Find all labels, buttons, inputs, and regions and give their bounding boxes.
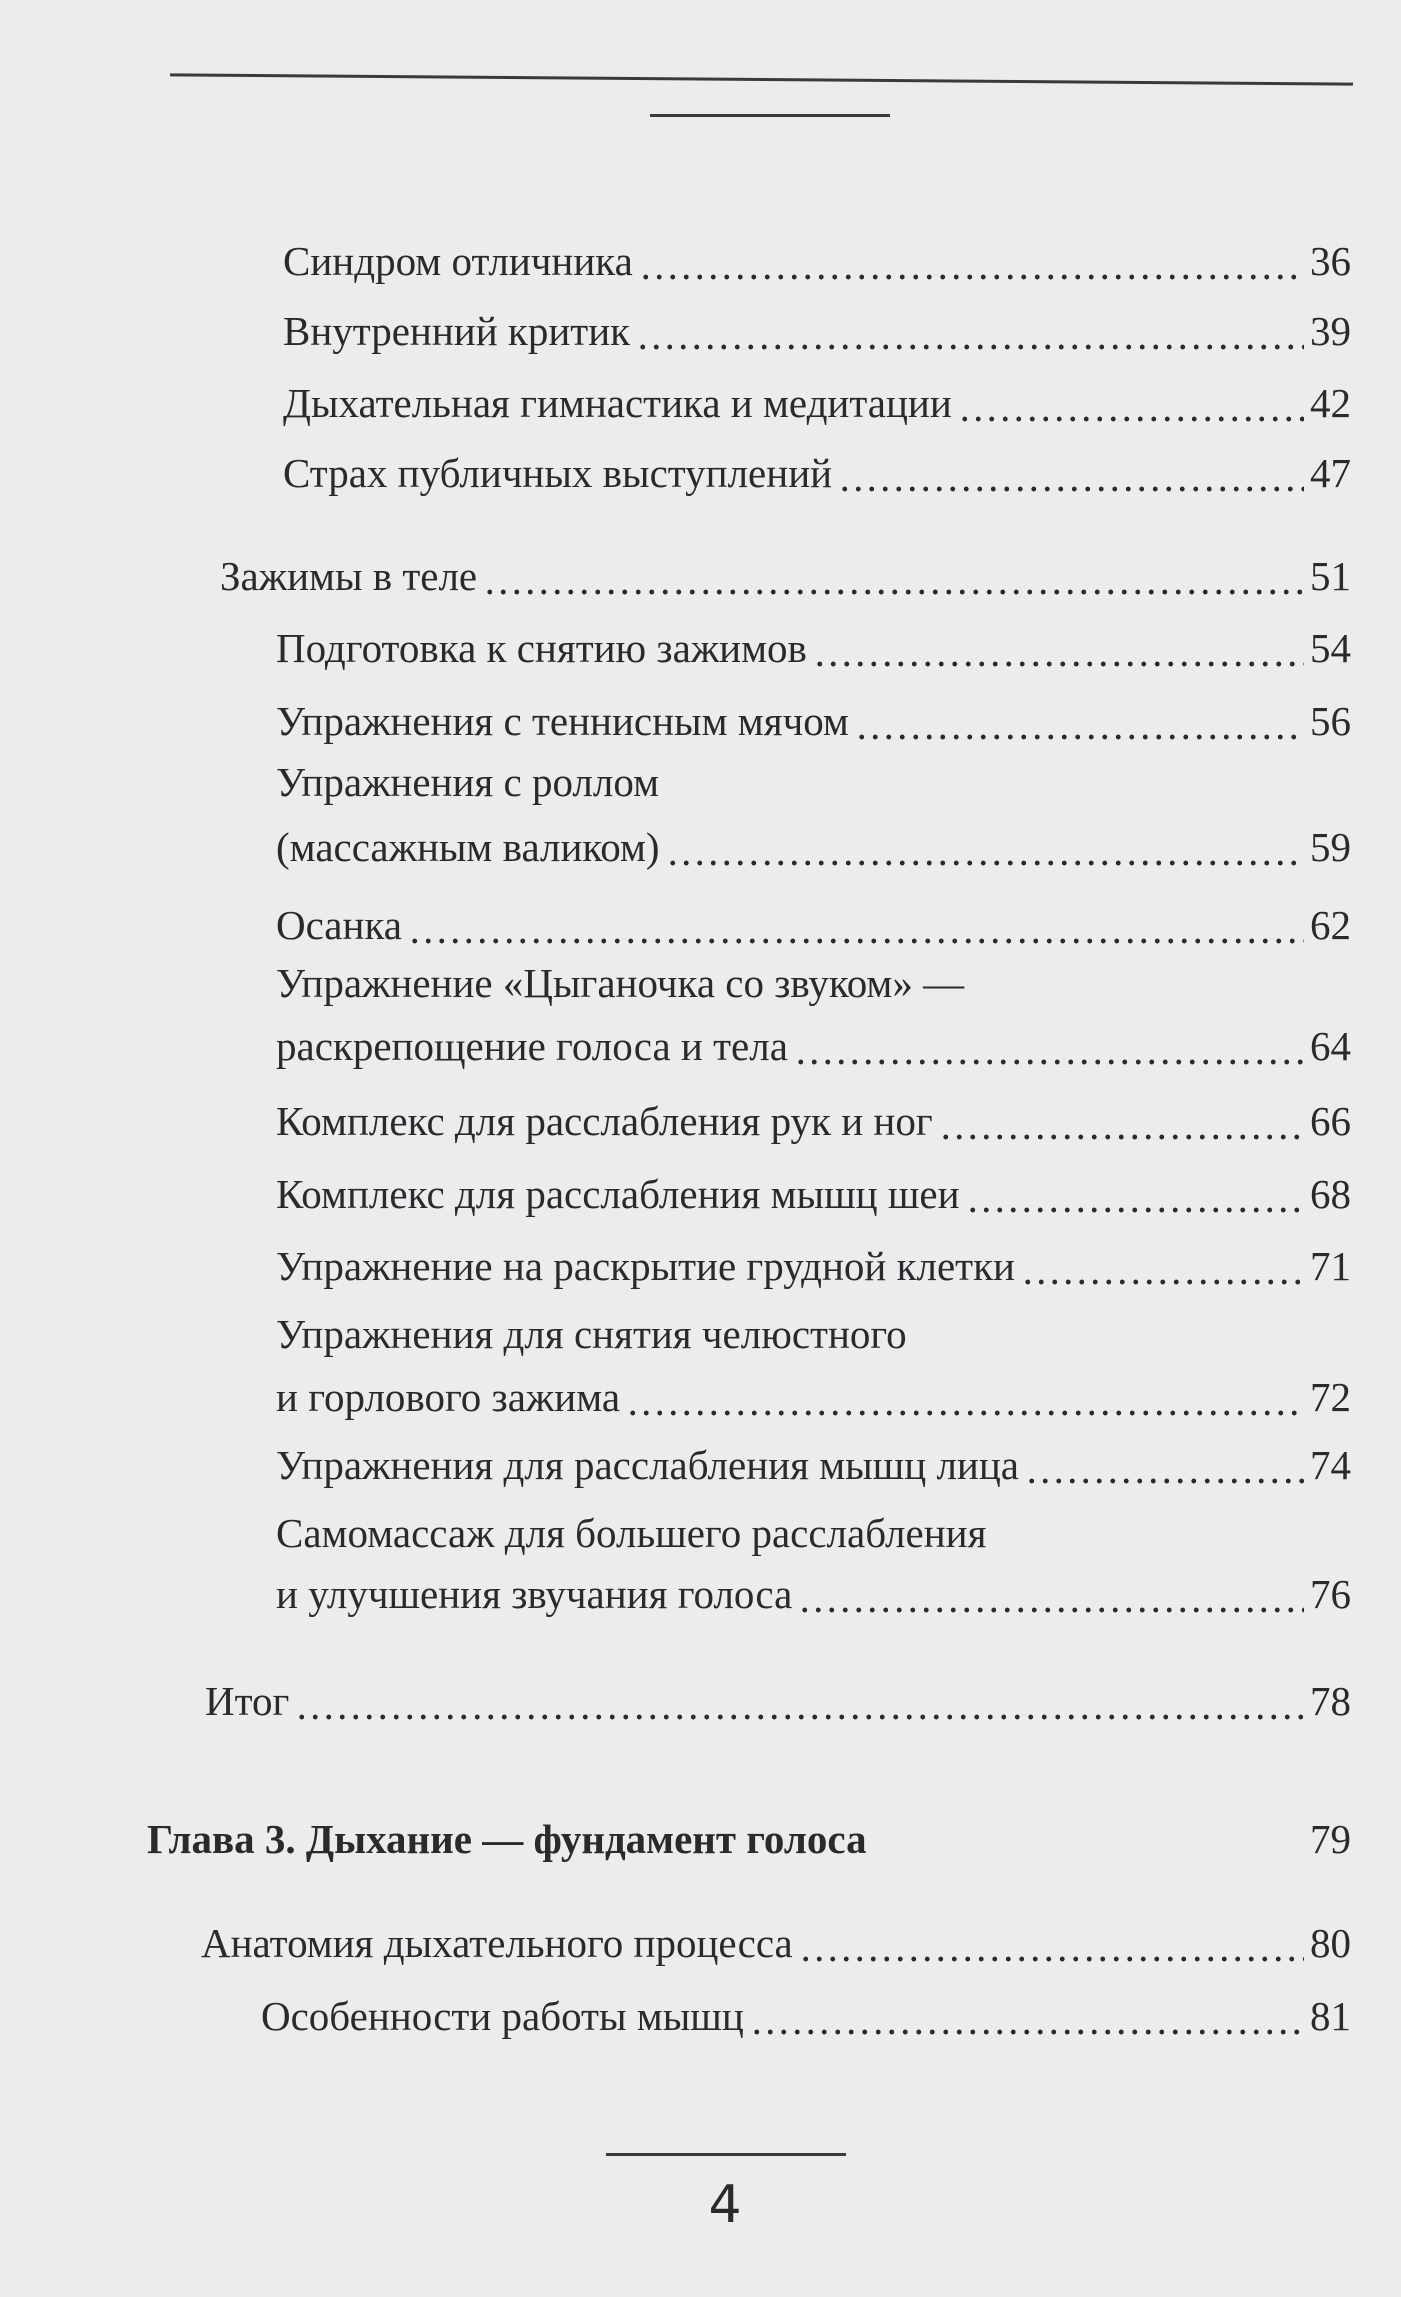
dot-leader — [838, 448, 1304, 498]
toc-page: 66 — [1310, 1098, 1351, 1144]
toc-page: 64 — [1310, 1023, 1351, 1069]
toc-title-line: Самомассаж для большего расслабления — [276, 1510, 987, 1556]
toc-title: (массажным валиком) — [276, 824, 660, 870]
toc-entry[interactable] — [276, 623, 1351, 673]
toc-title: Зажимы в теле — [220, 553, 478, 599]
toc-entry[interactable] — [276, 1096, 1351, 1146]
toc-page: 42 — [1310, 380, 1351, 426]
toc-title: Подготовка к снятию зажимов — [276, 625, 807, 671]
toc-title: Дыхательная гимнастика и медитации — [283, 380, 952, 426]
toc-entry[interactable] — [276, 1169, 1351, 1219]
toc-entry[interactable] — [283, 448, 1351, 498]
toc-entry[interactable] — [276, 1021, 1351, 1071]
toc-title: Анатомия дыхательного процесса — [201, 1920, 793, 1966]
toc-chapter-title: Глава 3. Дыхание — фундамент голоса — [147, 1816, 867, 1862]
toc-entry[interactable] — [201, 1918, 1351, 1968]
toc-entry[interactable] — [283, 306, 1351, 356]
dot-leader — [798, 1569, 1304, 1619]
toc-title: Синдром отличника — [283, 238, 633, 284]
dot-leader — [483, 551, 1304, 601]
toc-entry[interactable] — [276, 696, 1351, 746]
dot-leader — [626, 1372, 1304, 1422]
toc-entry[interactable] — [283, 378, 1351, 428]
toc-page: 54 — [1310, 625, 1351, 671]
dot-leader — [408, 900, 1304, 950]
toc-entry[interactable] — [276, 1241, 1351, 1291]
dot-leader — [813, 623, 1304, 673]
toc-entry[interactable] — [220, 551, 1351, 601]
toc-title: Итог — [205, 1678, 290, 1724]
toc-title-line: Упражнения для снятия челюстного — [276, 1311, 907, 1357]
dot-leader — [855, 696, 1304, 746]
toc-page: 71 — [1310, 1243, 1351, 1289]
toc-title: и улучшения звучания голоса — [276, 1571, 793, 1617]
toc-entry[interactable] — [276, 822, 1351, 872]
dot-leader — [873, 1814, 1304, 1864]
toc-title: Упражнение на раскрытие грудной клетки — [276, 1243, 1015, 1289]
toc-page: 81 — [1310, 1993, 1351, 2039]
toc-entry[interactable] — [276, 1569, 1351, 1619]
toc-entry[interactable] — [276, 900, 1351, 950]
toc-page: 79 — [1310, 1816, 1351, 1862]
toc-title: Страх публичных выступлений — [283, 450, 833, 496]
toc-entry[interactable] — [261, 1991, 1351, 2041]
toc-page: 72 — [1310, 1374, 1351, 1420]
toc-page: 51 — [1310, 553, 1351, 599]
page-number: 4 — [708, 2175, 742, 2235]
toc-page: 76 — [1310, 1571, 1351, 1617]
dot-leader — [958, 378, 1304, 428]
toc-entry[interactable] — [283, 236, 1351, 286]
toc-title: Осанка — [276, 902, 402, 948]
dot-leader — [939, 1096, 1304, 1146]
toc-page: 68 — [1310, 1171, 1351, 1217]
dot-leader — [1021, 1241, 1304, 1291]
header-short-rule — [650, 114, 890, 117]
toc-entry[interactable] — [276, 1440, 1351, 1490]
dot-leader — [1025, 1440, 1304, 1490]
toc-title: раскрепощение голоса и тела — [276, 1023, 788, 1069]
dot-leader — [750, 1991, 1304, 2041]
toc-title-line: Упражнение «Цыганочка со звуком» — — [276, 960, 965, 1006]
toc-title-line: Упражнения с роллом — [276, 759, 660, 805]
toc-entry[interactable] — [276, 1372, 1351, 1422]
toc-page: 59 — [1310, 824, 1351, 870]
header-rule — [170, 73, 1353, 85]
dot-leader — [636, 306, 1304, 356]
toc-page: 39 — [1310, 308, 1351, 354]
dot-leader — [794, 1021, 1304, 1071]
dot-leader — [295, 1676, 1304, 1726]
toc-title: и горлового зажима — [276, 1374, 621, 1420]
toc-title: Комплекс для расслабления рук и ног — [276, 1098, 933, 1144]
toc-title: Комплекс для расслабления мышц шеи — [276, 1171, 960, 1217]
toc-entry[interactable] — [205, 1676, 1351, 1726]
toc-title: Упражнения для расслабления мышц лица — [276, 1442, 1019, 1488]
dot-leader — [639, 236, 1304, 286]
dot-leader — [799, 1918, 1304, 1968]
toc-title: Упражнения с теннисным мячом — [276, 698, 849, 744]
toc-title: Внутренний критик — [283, 308, 631, 354]
toc-page: 56 — [1310, 698, 1351, 744]
toc-page: 36 — [1310, 238, 1351, 284]
toc-chapter-entry[interactable] — [147, 1814, 1351, 1864]
toc-page: 80 — [1310, 1920, 1351, 1966]
toc-page: 74 — [1310, 1442, 1351, 1488]
toc-page: 62 — [1310, 902, 1351, 948]
footer-rule — [606, 2153, 846, 2156]
dot-leader — [966, 1169, 1304, 1219]
toc-page: 47 — [1310, 450, 1351, 496]
dot-leader — [666, 822, 1304, 872]
toc-page: 78 — [1310, 1678, 1351, 1724]
toc-title: Особенности работы мышц — [261, 1993, 744, 2039]
